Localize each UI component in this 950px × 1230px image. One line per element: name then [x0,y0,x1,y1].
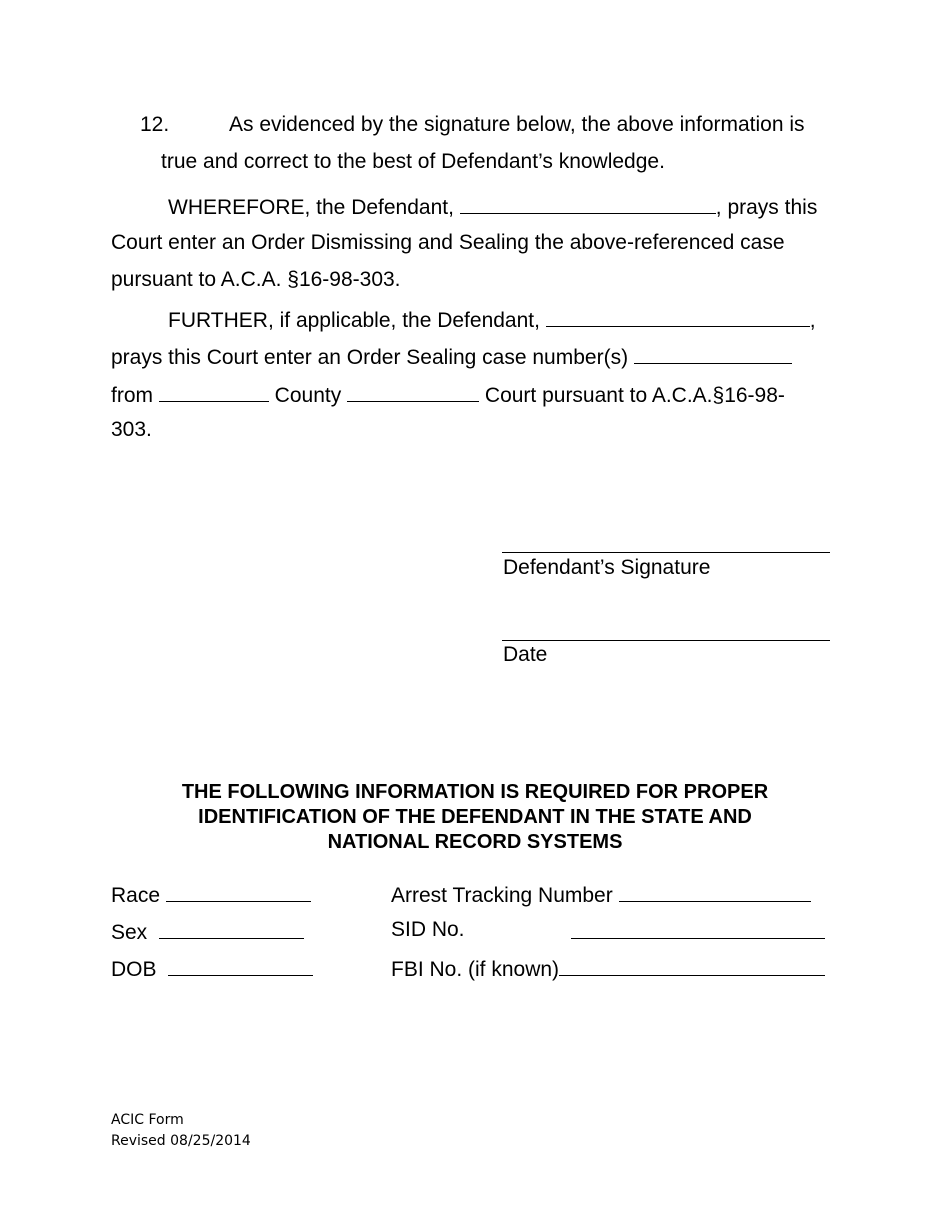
race-blank[interactable] [166,881,311,902]
fbi-blank[interactable] [559,955,825,976]
further-court-text: Court pursuant to A.C.A.§16-98- [479,384,785,407]
case-number-blank[interactable] [634,343,792,364]
wherefore-lead: WHEREFORE, the Defendant, [168,196,460,219]
arrest-tracking-field [391,881,811,908]
wherefore-after-blank: , prays this [715,196,818,219]
county-blank[interactable] [159,381,269,402]
sid-label: SID No. [391,918,465,941]
further-line-2 [111,343,792,370]
fbi-field [391,955,825,982]
further-line-3 [111,381,785,408]
sex-label: Sex [111,921,148,944]
paragraph-12-number [140,113,169,137]
dob-field [111,955,313,982]
wherefore-line-3: pursuant to A.C.A. §16-98-303. [111,268,401,291]
further-from-text: from [111,384,159,407]
form-name: ACIC Form [111,1112,184,1128]
identification-heading-line-1: THE FOLLOWING INFORMATION IS REQUIRED FOR PROPER [181,781,769,803]
arrest-tracking-label: Arrest Tracking Number [391,884,613,907]
sid-blank-wrap [571,918,825,945]
identification-heading-line-3: NATIONAL RECORD SYSTEMS [327,831,623,853]
further-after-blank: , [809,309,816,332]
identification-heading [110,780,840,855]
sex-field [111,918,304,945]
wherefore-line-2: Court enter an Order Dismissing and Sealing the above-referenced case [111,231,785,254]
identification-heading-line-2: IDENTIFICATION OF THE DEFENDANT IN THE STATE AND [198,806,752,828]
defendant-name-blank-2[interactable] [546,306,810,327]
defendant-signature-line[interactable] [502,552,830,553]
further-line-4: 303. [111,418,152,441]
defendant-name-blank-1[interactable] [460,193,716,214]
court-blank[interactable] [347,381,479,402]
arrest-tracking-blank[interactable] [619,881,811,902]
form-footer [111,1110,251,1152]
wherefore-line-1 [168,193,817,220]
further-county-text: County [268,384,348,407]
paragraph-12-line-2: true and correct to the best of Defendant’s knowledge. [161,150,665,173]
date-signature-line[interactable] [502,640,830,641]
sex-blank[interactable] [159,918,304,939]
form-revised-date: Revised 08/25/2014 [111,1133,251,1149]
race-field [111,881,311,908]
defendant-signature-label: Defendant’s Signature [503,556,711,579]
paragraph-number: 12. [140,113,170,136]
fbi-label: FBI No. (if known) [391,958,560,981]
dob-label: DOB [111,958,157,981]
sid-blank[interactable] [571,918,825,939]
date-label: Date [503,643,548,666]
race-label: Race [111,884,161,907]
further-line-1 [168,306,816,333]
further-lead: FURTHER, if applicable, the Defendant, [168,309,546,332]
paragraph-12-line-1: As evidenced by the signature below, the above information is [229,113,805,136]
sid-field [391,918,465,942]
dob-blank[interactable] [168,955,313,976]
further-line-2-text: prays this Court enter an Order Sealing case number(s) [111,346,634,369]
